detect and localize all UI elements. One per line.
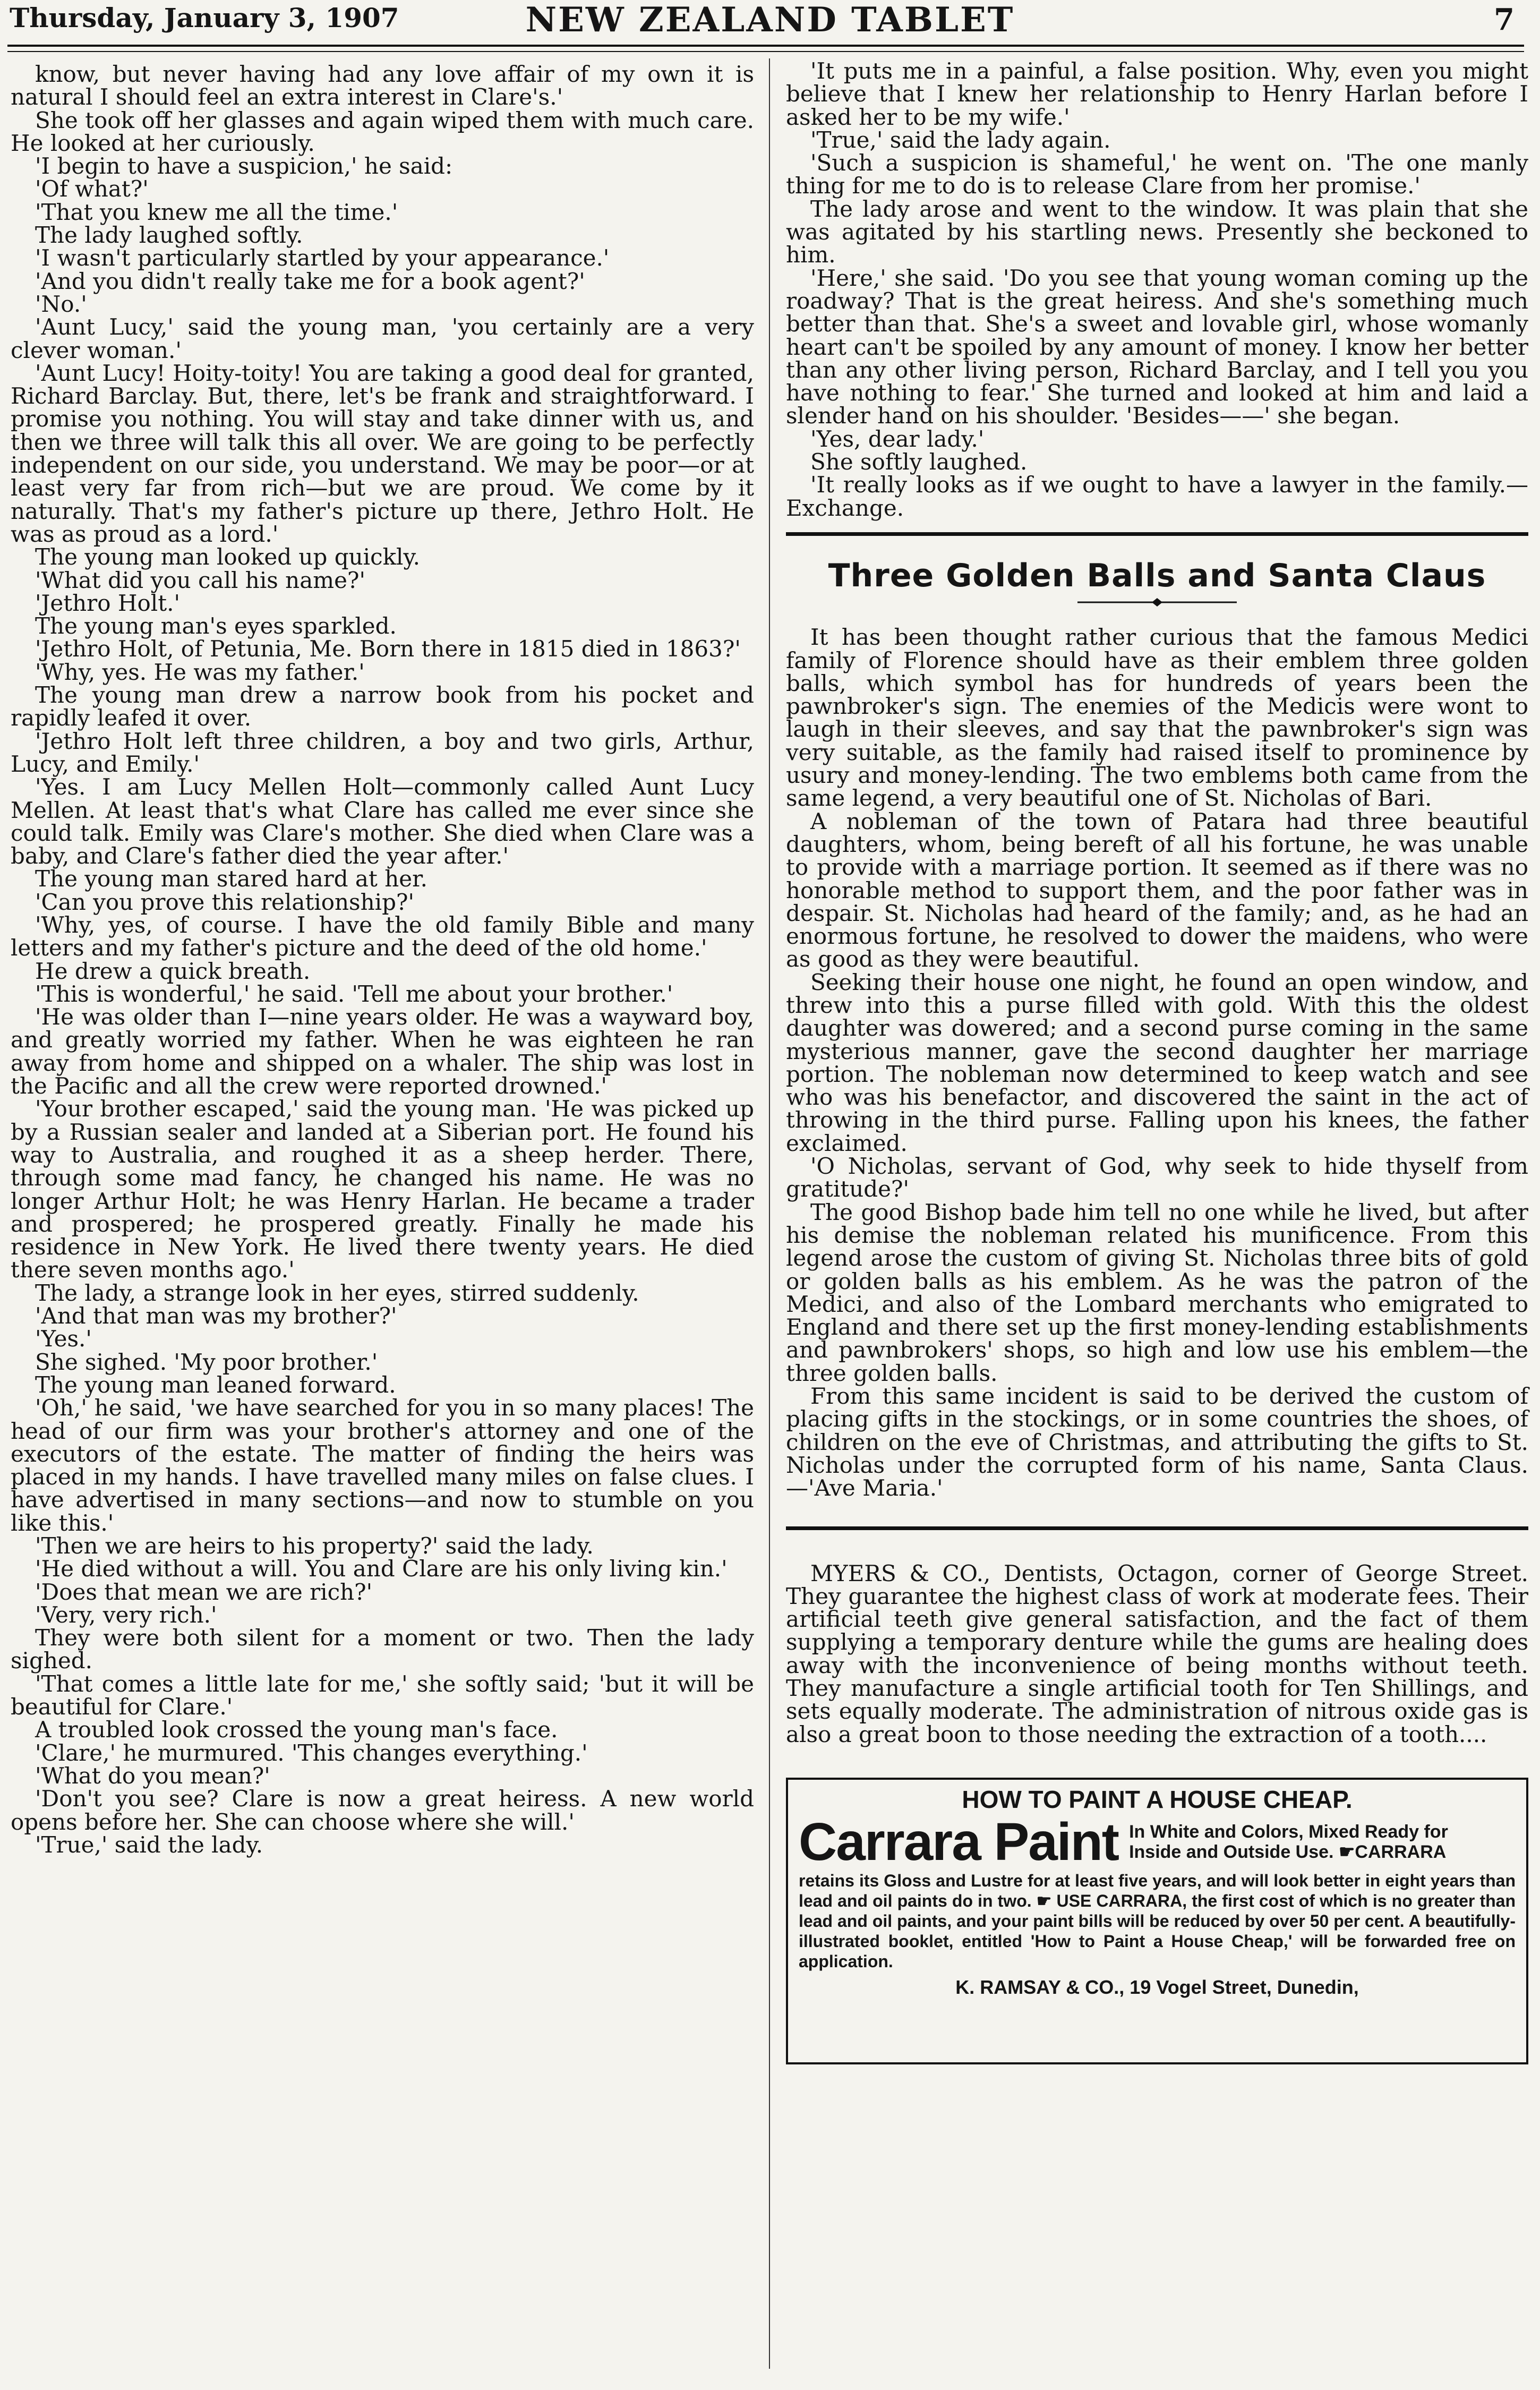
dentist-notice: MYERS & CO., Dentists, Octagon, corner of George Street. They guarantee the highest class of work at moderate fees. Their artificial teeth give general satisfaction, and the fact of them supplying a temporary denture while the gums are healing does away with the inconvenience of being months without teeth. They manufacture a single artificial tooth for Ten Shillings, and sets equally moderate. The administration of nitrous oxide gas is also a great boon to those needing the extraction of a tooth.... [786,1560,1528,1747]
article-paragraph: 'O Nicholas, servant of God, why seek to hide thyself from gratitude?' [786,1153,1528,1202]
story-paragraph: 'Aunt Lucy,' said the young man, 'you certainly are a very clever woman.' [11,314,754,363]
article-paragraph: A nobleman of the town of Patara had three beautiful daughters, whom, being bereft of all his fortune, he was unable to provide with a marriage portion. It seemed as if there was no honorable method to support them, and the poor father was in despair. St. Nicholas had heard of the family; and, as he had an enormous fortune, he resolved to dower the maidens, who were as good as they were beautiful. [786,808,1528,972]
story-paragraph: 'Why, yes, of course. I have the old family Bible and many letters and my father's picture and the deed of the old home.' [11,911,754,961]
story-paragraph: She took off her glasses and again wiped them with much care. He looked at her curiously. [11,107,754,156]
advert-subtitle-line: In White and Colors, Mixed Ready for [1129,1822,1448,1842]
article-paragraph: From this same incident is said to be derived the custom of placing gifts in the stockings, or in some countries the shoes, of children on the eve of Christmas, and attributing the gifts to St. Nicholas under the corrupted form of his name, Santa Claus.—'Ave Maria.' [786,1383,1528,1501]
masthead-rule [7,45,1524,47]
issue-date: Thursday, January 3, 1907 [10,2,399,33]
newspaper-title: NEW ZEALAND TABLET [525,0,1015,40]
article-body [786,626,1528,1499]
story-paragraph: 'Your brother escaped,' said the young man. 'He was picked up by a Russian sealer and landed at a Siberian port. He found his way to Australia, and roughed it as a sheep herder. There, through some mad fancy, he changed his name. He was no longer Arthur Holt; he was Henry Harlan. He became a trader and prospered; he prospered greatly. Finally he made his residence in New York. He lived there twenty years. He died there seven months ago.' [11,1096,754,1283]
story-paragraph: 'Such a suspicion is shameful,' he went on. 'The one manly thing for me to do is to release Clare from her promise.' [786,150,1528,199]
right-column [786,59,1528,2064]
article-headline: Three Golden Balls and Santa Claus [828,557,1486,594]
story-paragraph: 'Can you prove this relationship?' [35,889,415,915]
advert-subtitle [1129,1822,1448,1862]
story-end-rule [786,532,1528,536]
story-paragraph: 'I wasn't particularly startled by your appearance.' [35,245,610,271]
story-paragraph: The young man drew a narrow book from his pocket and rapidly leafed it over. [11,682,754,731]
story-paragraph: 'Then we are heirs to his property?' said the lady. [35,1533,594,1559]
story-paragraph: 'And that man was my brother?' [35,1303,397,1329]
story-paragraph: 'Why, yes. He was my father.' [35,659,365,685]
story-paragraph: 'He was older than I—nine years older. He was a wayward boy, and greatly worried my father. When he was eighteen he ran away from home and shipped on a whaler. The ship was lost in the Pacific and all the crew were reported drowned.' [11,1004,754,1099]
story-paragraph: 'True,' said the lady. [35,1831,263,1858]
story-paragraph: 'Yes.' [35,1326,92,1352]
article-paragraph: The good Bishop bade him tell no one while he lived, but after his demise the nobleman related his munificence. From this legend arose the custom of giving St. Nicholas three bits of gold or golden balls as his emblem. As he was the patron of the Medici, and also of the Lombard merchants who emigrated to England and there set up the first money-lending establishments and pawnbrokers' shops, so high and low use his emblem—the three golden balls. [786,1199,1528,1386]
story-paragraph: 'Jethro Holt.' [35,590,180,616]
story-paragraph: The young man leaned forward. [35,1371,396,1398]
story-paragraph: 'Of what?' [35,176,149,202]
story-paragraph: 'Does that mean we are rich?' [35,1578,373,1605]
story-paragraph: 'What did you call his name?' [35,567,366,593]
advert-footer: K. RAMSAY & CO., 19 Vogel Street, Dunedin, [955,1976,1359,1999]
story-paragraph: He drew a quick breath. [35,958,311,984]
story-paragraph: 'It really looks as if we ought to have a lawyer in the family.—Exchange. [786,472,1528,521]
story-paragraph: The lady, a strange look in her eyes, stirred suddenly. [35,1279,639,1306]
story-paragraph: The lady laughed softly. [35,222,303,249]
story-paragraph: She softly laughed. [810,449,1028,475]
story-paragraph: 'Oh,' he said, 'we have searched for you in so many places! The head of our firm was your brother's attorney and one of the executors of the estate. The matter of finding the heirs was placed in my hands. I have travelled many miles on false clues. I have advertised in many sections—and now to stumble on you like this.' [11,1395,754,1536]
page-number: 7 [1494,2,1515,37]
story-conclusion [786,59,1528,519]
article-paragraph: It has been thought rather curious that the famous Medici family of Florence should have as their emblem three golden balls, which symbol has for hundreds of years been the pawnbroker's sign. The enemies of the Medicis were wont to laugh in their sleeves, and say that the pawnbroker's sign was very suitable, as the family had raised itself to prominence by usury and money-lending. The two emblems both came from the same legend, a very beautiful one of St. Nicholas of Bari. [786,624,1528,812]
story-paragraph: 'He died without a will. You and Clare are his only living kin.' [35,1556,728,1582]
masthead-rule-thin [7,51,1524,52]
story-paragraph: 'I begin to have a suspicion,' he said: [35,153,453,180]
story-paragraph: 'Jethro Holt, of Petunia, Me. Born there in 1815 died in 1863?' [35,636,741,662]
advert-body: retains its Gloss and Lustre for at least five years, and will look better in eight years than lead and oil paints do in two. ☛ USE CARRARA, the first cost of which is no greater than lead and oil paints, and your paint bills will be reduced by over 50 per cent. A beautifully-illustrated booklet, entitled 'How to Paint a House Cheap,' will be forwarded free on application. [799,1871,1516,1971]
story-paragraph: 'This is wonderful,' he said. 'Tell me about your brother.' [35,980,673,1007]
story-paragraph: They were both silent for a moment or two. Then the lady sighed. [11,1625,754,1674]
advert-subtitle-line: Inside and Outside Use. ☛CARRARA [1129,1842,1447,1863]
story-paragraph: She sighed. 'My poor brother.' [35,1348,378,1375]
story-paragraph: 'And you didn't really take me for a book agent?' [35,268,585,294]
paint-advertisement [786,1778,1528,2064]
masthead [0,0,1540,42]
story-paragraph: 'True,' said the lady again. [810,126,1111,153]
article-paragraph: Seeking their house one night, he found an open window, and threw into this a purse filled with gold. With this the oldest daughter was dowered; and a second purse coming in the same mysterious manner, gave the second daughter her marriage portion. The nobleman now determined to keep watch and see who was his benefactor, and discovered the saint in the act of throwing in the third purse. Falling upon his knees, the father exclaimed. [786,969,1528,1156]
story-paragraph: 'It puts me in a painful, a false position. Why, even you might believe that I knew her relationship to Henry Harlan before I asked her to be my wife.' [786,58,1528,130]
story-paragraph: 'What do you mean?' [35,1762,270,1789]
advert-heading: HOW TO PAINT A HOUSE CHEAP. [962,1785,1353,1813]
column-divider [769,58,770,2369]
story-paragraph: The young man's eyes sparkled. [35,613,397,639]
story-paragraph: A troubled look crossed the young man's face. [35,1717,558,1743]
story-paragraph: The young man looked up quickly. [35,544,420,570]
left-column-story [11,63,754,1856]
advert-brand: Carrara Paint [799,1812,1119,1872]
story-paragraph: 'Very, very rich.' [35,1601,217,1628]
headline-ornament [1077,597,1237,608]
story-paragraph: 'That comes a little late for me,' she softly said; 'but it will be beautiful for Clare.' [11,1670,754,1720]
story-paragraph: The lady arose and went to the window. It was plain that she was agitated by his startling news. Presently she beckoned to him. [786,195,1528,268]
story-paragraph: 'Jethro Holt left three children, a boy and two girls, Arthur, Lucy, and Emily.' [11,728,754,777]
story-paragraph: The young man stared hard at her. [35,866,427,892]
story-paragraph: 'Yes. I am Lucy Mellen Holt—commonly called Aunt Lucy Mellen. At least that's what Clare has called me ever since she could talk. Emily was Clare's mother. She died when Clare was a baby, and Clare's father died the year after.' [11,774,754,869]
article-end-rule [786,1526,1528,1530]
story-paragraph: 'Yes, dear lady.' [810,425,985,452]
story-paragraph: 'That you knew me all the time.' [35,199,398,225]
story-paragraph: 'Aunt Lucy! Hoity-toity! You are taking a good deal for granted, Richard Barclay. But, there, let's be frank and straightforward. I promise you nothing. You will stay and take dinner with us, and then we three will talk this all over. We are going to be perfectly independent on our side, you understand. We may be poor—or at least very far from rich—but we are proud. We come by it naturally. That's my father's picture up there, Jethro Holt. He was as proud as a lord.' [11,360,754,547]
story-paragraph: 'Here,' she said. 'Do you see that young woman coming up the roadway? That is the great heiress. And she's something much better than that. She's a sweet and lovable girl, whose womanly heart can't be spoiled by any amount of money. I know her better than any other living person, Richard Barclay, and I tell you you have nothing to fear.' She turned and looked at him and laid a slender hand on his shoulder. 'Besides——' she began. [786,264,1528,429]
story-paragraph: 'No.' [35,291,87,317]
story-paragraph: know, but never having had any love affair of my own it is natural I should feel an extra interest in Clare's.' [11,61,754,110]
story-paragraph: 'Don't you see? Clare is now a great heiress. A new world opens before her. She can choose where she will.' [11,1786,754,1835]
story-paragraph: 'Clare,' he murmured. 'This changes everything.' [35,1739,588,1766]
